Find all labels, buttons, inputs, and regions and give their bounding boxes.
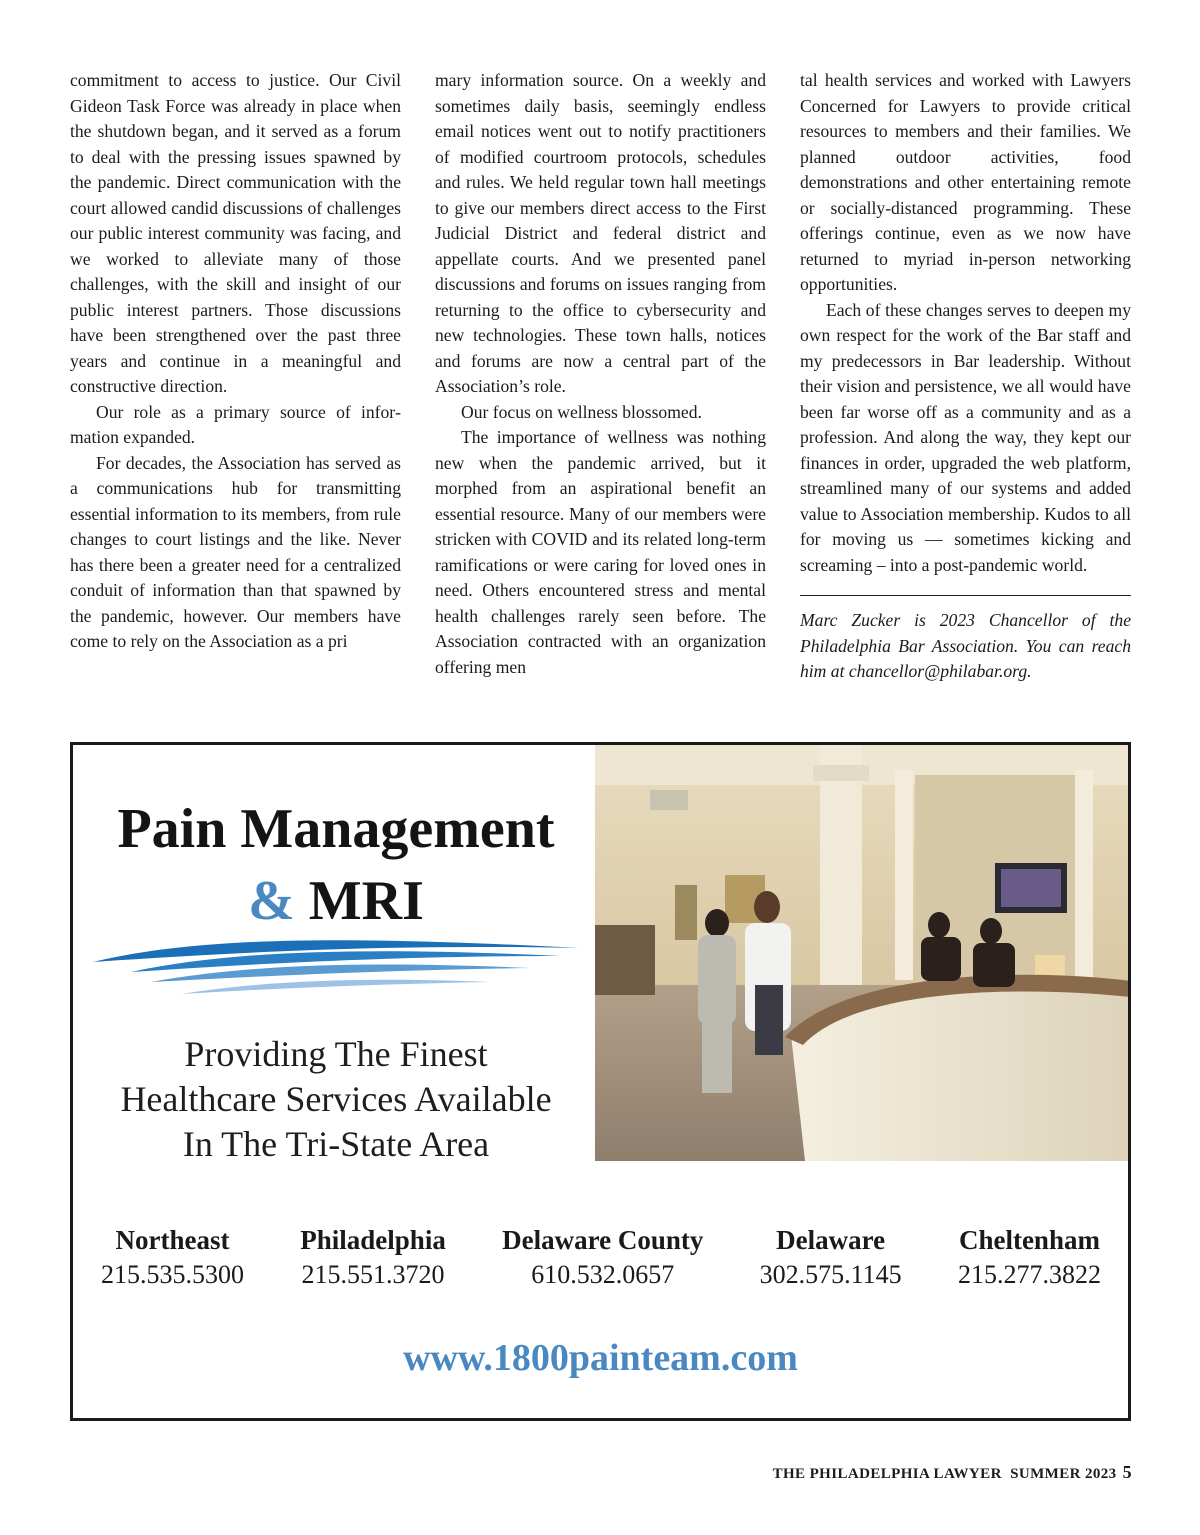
location-phone: 215.551.3720 xyxy=(301,1260,445,1289)
pain-management-advertisement xyxy=(70,742,1131,1421)
location-phone: 215.277.3822 xyxy=(957,1260,1101,1289)
ad-title xyxy=(73,793,599,937)
ad-title-ampersand: & xyxy=(248,870,295,932)
location-name: Delaware xyxy=(776,1225,886,1255)
article-paragraph: The importance of wellness was nothing new when the pandemic arrived, but it morphed from an aspirational benefit an essential resource. Many of our members were stricken with COVID and its related long-term ramifications or were caring for loved ones in need. Others encountered stress and mental health challenges rarely seen before. The Association contracted with an organization offering men xyxy=(435,427,766,677)
clinic-reception-photo xyxy=(595,745,1131,1161)
article-column-2 xyxy=(435,68,766,685)
location-phone: 302.575.1145 xyxy=(759,1260,902,1289)
tagline-line: Providing The Finest xyxy=(184,1034,488,1074)
article-paragraph: commitment to access to justice. Our Civil Gideon Task Force was already in place when the shutdown began, and it served as a forum to deal with the pressing issues spawned by the pandemic. Direct communication with the court allowed candid discussions of challenges our public interest community was facing, and we worked to alleviate many of those challenges, with the skill and insight of our public interest partners. Those discussions have been strengthened over the past three years and continue in a meaningful and constructive direction. xyxy=(70,70,401,396)
article-column-1 xyxy=(70,68,401,685)
article-paragraph: tal health services and worked with Lawyers Concerned for Lawyers to provide critical resources to members and their families. We planned outdoor activities, food demonstrations and other entertaining remote or socially-distanced programming. These offerings continue, even as we now have returned to myriad in-person networking opportunities. xyxy=(800,70,1131,294)
location-list xyxy=(101,1223,1101,1293)
wave-logo-icon xyxy=(91,938,581,1002)
article-subhead-paragraph: Our focus on wellness blossomed. xyxy=(461,401,702,422)
location-name: Cheltenham xyxy=(958,1225,1100,1255)
page-footer xyxy=(773,1462,1132,1483)
location-name: Delaware County xyxy=(502,1225,704,1255)
location-phone: 610.532.0657 xyxy=(531,1260,675,1289)
bio-divider xyxy=(800,595,1131,596)
ad-title-mri: MRI xyxy=(308,870,424,932)
page-number: 5 xyxy=(1122,1462,1132,1482)
location-northeast xyxy=(101,1223,244,1293)
location-delaware xyxy=(760,1223,902,1293)
article-column-3 xyxy=(800,68,1131,685)
ad-website-link[interactable]: www.1800painteam.com xyxy=(403,1337,798,1379)
article-subhead-paragraph: Our role as a primary source of information expanded. xyxy=(70,401,401,447)
publication-name: THE PHILADELPHIA LAWYER SUMMER 2023 xyxy=(772,1466,1117,1482)
article-columns xyxy=(70,68,1132,685)
article-paragraph: For decades, the Association has served as a communications hub for transmitting essential information to its members, from rule changes to court listings and the like. Never has there been a greater need for a centralized conduit of information than that spawned by the pandemic, however. Our members have come to rely on the Association as a pri xyxy=(70,452,401,651)
author-bio: Marc Zucker is 2023 Chancellor of the Philadelphia Bar Association. You can reach him at chancellor@philabar.org. xyxy=(800,610,1131,681)
location-cheltenham xyxy=(958,1223,1101,1293)
ad-title-line2 xyxy=(73,865,599,937)
location-name: Northeast xyxy=(115,1225,230,1255)
location-delaware-county xyxy=(502,1223,703,1293)
article-paragraph: Each of these changes serves to deepen my own respect for the work of the Bar staff and my predecessors in Bar leadership. Without their vision and persistence, we all would have been far worse off as a community and as a profession. And along the way, they kept our finances in order, upgraded the web platform, streamlined many of our systems and added value to Association membership. Kudos to all for moving us — sometimes kicking and screaming – into a post-pandemic world. xyxy=(800,299,1131,575)
ad-tagline xyxy=(73,1032,599,1167)
location-philadelphia xyxy=(300,1223,446,1293)
location-phone: 215.535.5300 xyxy=(101,1260,244,1289)
tagline-line: Healthcare Services Available xyxy=(120,1079,552,1119)
ad-title-line1: Pain Management xyxy=(117,798,555,860)
location-name: Philadelphia xyxy=(300,1225,446,1255)
article-paragraph: mary information source. On a weekly and sometimes daily basis, seemingly endless email notices went out to notify practitioners of modified courtroom protocols, schedules and rules. We held regular town hall meetings to give our members direct access to the First Judicial District and federal district and appellate courts. And we presented panel discussions and forums on issues ranging from returning to the office to cybersecurity and new technologies. These town halls, notices and forums are now a central part of the Association’s role. xyxy=(435,70,766,396)
tagline-line: In The Tri-State Area xyxy=(182,1124,490,1164)
